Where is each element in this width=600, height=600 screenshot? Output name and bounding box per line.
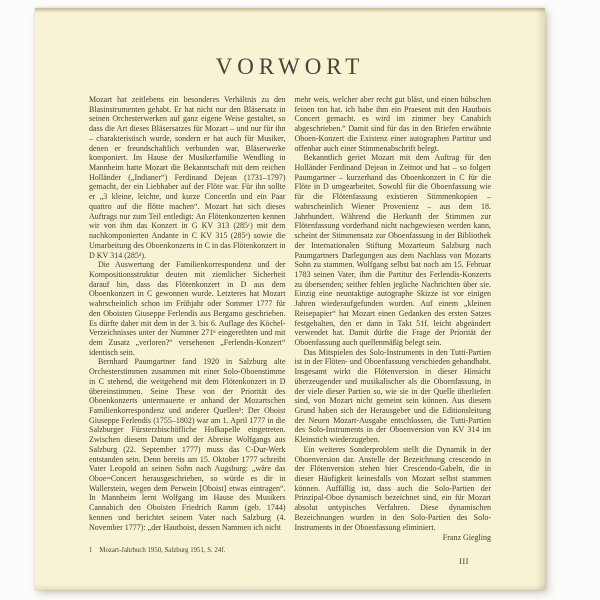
book-page (35, 8, 545, 590)
page-right-edge-shadow (536, 8, 545, 590)
page-number: III (459, 556, 469, 566)
footnote-number: 1 (89, 547, 93, 555)
footnote (89, 547, 286, 556)
author-signature: Franz Giegling (442, 533, 491, 543)
paragraph: Das Mitspielen des Solo-Instruments in den Tutti-Partien ist in der Flöten- und Oboenfassung verschieden gehandhabt. Insgesamt wirkt die Flötenversion in dieser Hinsicht überzeugender und musikalischer als die Oboenfassung, in der viele dieser Partien so, wie sie in der Quelle überliefert sind, von Mozart nicht gemeint sein können. Aus diesem Grund haben sich der Herausgeber und die Editionsleitung der Neuen Mozart-Ausgabe entschlossen, die Tutti-Partien des Solo-Instruments in der Oboenversion von KV 314 im Kleinstich wiederzugeben. (294, 347, 491, 445)
page-top-edge-shadow (35, 8, 545, 13)
text-columns (89, 95, 491, 556)
page-bottom-edge-shadow (35, 584, 545, 590)
footnote-text: Mozart-Jahrbuch 1950, Salzburg 1951, S. 24f. (99, 547, 226, 555)
paragraph: Die Auswertung der Familienkorrespondenz und der Kompositionsstruktur deuten mit ziemlicher Sicherheit darauf hin, dass das Flötenkonzert in D aus dem Oboenkonzert in C gewonnen wurde. Letzteres hat Mozart wahrscheinlich schon im Frühjahr oder Sommer 1777 für den Oboisten Giuseppe Ferlendis aus Bergamo geschrieben. Es dürfte daher mit dem in der 3. bis 6. Auflage des Köchel-Verzeichnisses unter der Nummer 271ᵏ eingereihten und mit dem Zusatz „verloren?“ versehenen „Ferlendis-Konzert“ identisch sein. (89, 260, 286, 357)
paragraph: Bernhard Paumgartner fand 1920 in Salzburg alte Orchesterstimmen zusammen mit einer Solo-Oboenstimme in C stehend, die weitgehend mit dem Flötenkonzert in D übereinstimmen. Seine These von der Priorität des Oboenkonzerts untermauerte er anhand der Mozartschen Familienkorrespondenz und anderer Quellen¹: Der Oboist Giuseppe Ferlendis (1755–1802) war am 1. April 1777 in die Salzburger Fürsterzbischöfliche Hofkapelle eingetreten. Zwischen diesem Datum und der Abreise Wolfgangs aus Salzburg (22. September 1777) muss das C-Dur-Werk entstanden sein. Denn bereits am 15. Oktober 1777 schreibt Vater Leopold an seinen Sohn nach Augsburg: „wäre das Oboe=Concert herausgeschrieben, so würde es dir in Wallerstein, wegen dem Perwein [Oboist] etwas eintragen“. In Mannheim lernt Wolfgang im Hause des Musikers Cannabich den Oboisten Friedrich Ramm (geb. 1744) kennen und berichtet seinem Vater nach Salzburg (4. November 1777): „der Hautboist, dessen Nammen ich nicht (89, 357, 286, 532)
paragraph: Mozart hat zeitlebens ein besonderes Verhältnis zu den Blasinstrumenten gehabt. Er hat nicht nur den Bläsersatz in seinen Orchesterwerken auf ganz eigene Weise gestaltet, so dass die Art dieses Bläsersatzes für Mozart – und nur für ihn – charakteristisch wurde, sondern er hat auch für Musiker, denen er freundschaftlich verbunden war, Bläserwerke komponiert. Im Hause der Musikerfamilie Wendling in Mannheim hatte Mozart die Bekanntschaft mit dem reichen Holländer („Indianer“) Ferdinand Dejean (1731–1797) gemacht, der ein Liebhaber auf der Flöte war. Für ihn sollte er „3 kleine, leichte, und kurze Concertln und ein Paar quattro auf die flötte machen“. Mozart hat sich dieses Auftrags nur zum Teil entledigt: An Flötenkonzerten kennen wir von ihm das Konzert in G KV 313 (285ᶜ) mit dem nachkomponierten Andante in C KV 315 (285ᵉ) sowie die Umarbeitung des Oboenkonzerts in C in das Flötenkonzert in D KV 314 (285ᵈ). (89, 95, 286, 260)
page-title: VORWORT (215, 54, 365, 79)
right-column (295, 95, 492, 556)
paragraph: Bekanntlich geriet Mozart mit dem Auftrag für den Holländer Ferdinand Dejean in Zeitnot und hat – so folgert Paumgartner – kurzerhand das Oboenkonzert in C für die Flöte in D umgearbeitet. Sowohl für die Oboenfassung wie für die Flötenfassung existieren Stimmenkopien – wahrscheinlich Wiener Provenienz – aus dem 18. Jahrhundert. Während die Herkunft der Stimmen zur Flötenfassung vorderhand nicht nachgewiesen werden kann, scheint der Stimmensatz zur Oboenfassung in der Bibliothek der Internationalen Stiftung Mozarteum Salzburg nach Paumgartners Darlegungen aus dem Nachlass von Mozarts Sohn zu stammen. Wolfgang selbst bat noch am 15. Februar 1783 seinen Vater, ihm die Partitur des Ferlendis-Konzerts zu übersenden; seither fehlen jegliche Nachrichten über sie. Einzig eine neuntaktige autographe Skizze ist vor einigen Jahren wiederaufgefunden worden. Auf einem „kleinen Reisepapier“ hat Mozart einen Gedanken des ersten Satzes festgehalten, den er dann in Takt 51f. leicht abgeändert verwendet hat. Damit dürfte die Frage der Priorität der Oboenfassung auch quellenmäßig belegt sein. (294, 153, 491, 347)
paragraph: mehr weis, welcher aber recht gut bläst, und einen hübschen feinen ton hat. ich habe ihm ein Praesent mit den Hautbois Concert gemacht. es wird im zimmer bey Canabich abgeschrieben.“ Damit sind für das in den Briefen erwähnte Oboen-Konzert die Existenz einer autographen Partitur und offenbar auch einer Stimmenabschrift belegt. (294, 95, 491, 153)
left-column (89, 95, 286, 556)
paragraph: Ein weiteres Sonderproblem stellt die Dynamik in der Oboenversion dar. Anstelle der Bezeichnung crescendo in der Flötenversion stehen hier Crescendo-Gabeln, die in dieser Häufigkeit keinesfalls von Mozart selbst stammen können. Auffällig ist, dass auch die Solo-Partien der Prinzipal-Oboe dynamisch bezeichnet sind, ein für Mozart absolut untypisches Verfahren. Diese dynamischen Bezeichnungen wurden in den Solo-Partien des Solo-Instruments in der Oboenfassung eliminiert. (294, 444, 491, 532)
